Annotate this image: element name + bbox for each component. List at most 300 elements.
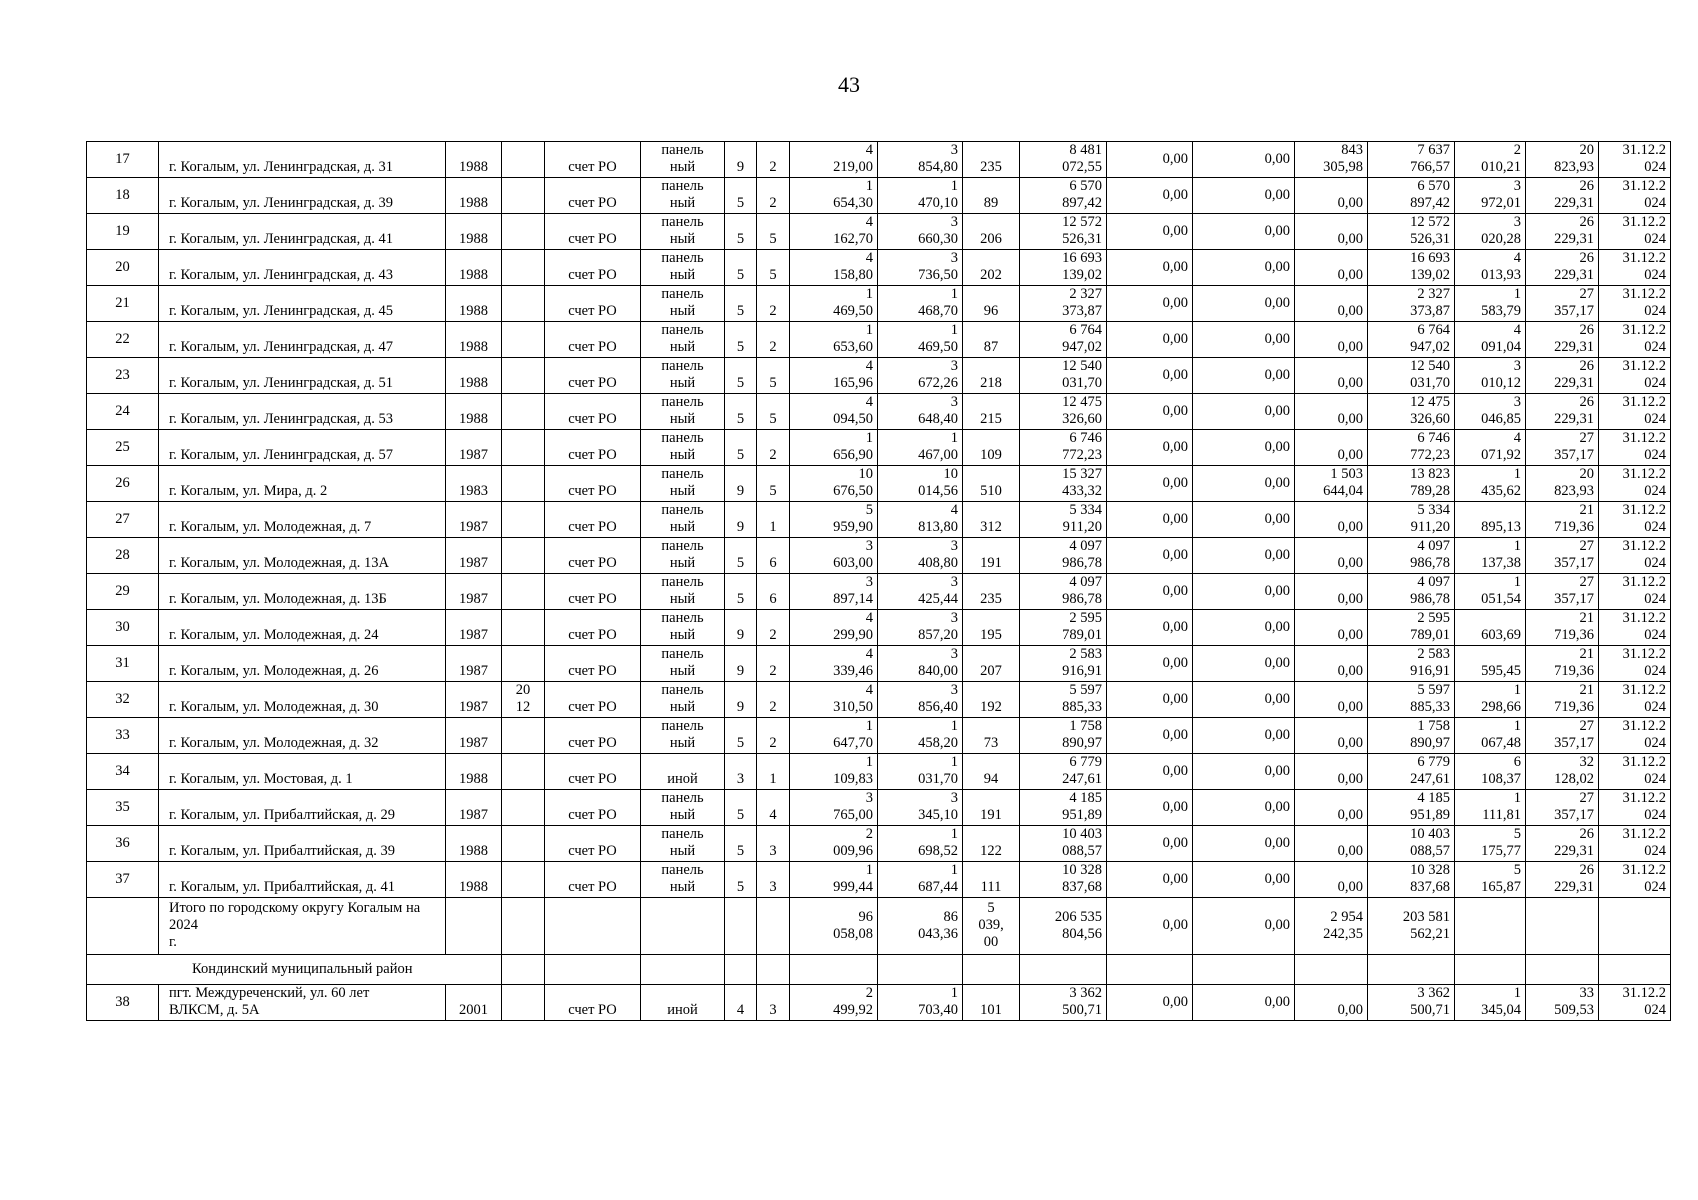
cell-floors: 5 [725,574,757,610]
cell-living-area: 3 840,00 [878,646,963,682]
cell-owners-funds: 13 823 789,28 [1368,466,1455,502]
cell-federal-funds: 0,00 [1107,985,1193,1021]
cell-local-funds: 0,00 [1295,826,1368,862]
cell-local-funds: 0,00 [1295,985,1368,1021]
cell-repair-cost: 5 597 885,33 [1020,682,1107,718]
cell-local-funds: 0,00 [1295,430,1368,466]
cell-total-blank [545,898,641,955]
cell-unit-cost: 1 137,38 [1455,538,1526,574]
cell-floors: 9 [725,466,757,502]
cell-year-built: 1988 [446,286,502,322]
cell-federal-funds: 0,00 [1107,682,1193,718]
table-row [87,646,1671,682]
cell-living-area: 3 648,40 [878,394,963,430]
cell-entrances: 2 [757,718,790,754]
cell-wall-material: панель ный [641,322,725,358]
cell-total-blank [757,898,790,955]
cell-year-commissioned [502,754,545,790]
cell-local-funds: 0,00 [1295,862,1368,898]
cell-district-blank [878,955,963,985]
cell-row-number: 21 [87,286,159,322]
cell-federal-funds: 0,00 [1107,646,1193,682]
cell-unit-cost: 4 071,92 [1455,430,1526,466]
cell-year-built: 1987 [446,430,502,466]
cell-total-residents: 5 039, 00 [963,898,1020,955]
cell-wall-material: панель ный [641,430,725,466]
cell-regional-funds: 0,00 [1193,358,1295,394]
cell-max-unit-cost: 27 357,17 [1526,430,1599,466]
cell-unit-cost: 4 013,93 [1455,250,1526,286]
cell-local-funds: 0,00 [1295,754,1368,790]
cell-residents: 89 [963,178,1020,214]
cell-address: г. Когалым, ул. Ленинградская, д. 45 [159,286,446,322]
cell-entrances: 2 [757,286,790,322]
page-number: 43 [838,72,860,97]
table-row [87,466,1671,502]
cell-total-area: 2 009,96 [790,826,878,862]
cell-floors: 9 [725,610,757,646]
cell-owners-funds: 5 334 911,20 [1368,502,1455,538]
cell-total-area: 4 162,70 [790,214,878,250]
cell-total-blank [502,898,545,955]
table-row [87,985,1671,1021]
table-row [87,826,1671,862]
cell-total-blank [1455,898,1526,955]
cell-entrances: 2 [757,646,790,682]
cell-floors: 5 [725,250,757,286]
cell-row-number: 29 [87,574,159,610]
cell-floors: 5 [725,718,757,754]
cell-total-federal-funds: 0,00 [1107,898,1193,955]
cell-funding-method: счет РО [545,178,641,214]
cell-regional-funds: 0,00 [1193,790,1295,826]
cell-completion-date: 31.12.2 024 [1599,286,1671,322]
cell-year-commissioned [502,394,545,430]
cell-district-blank [725,955,757,985]
cell-address: г. Когалым, ул. Ленинградская, д. 39 [159,178,446,214]
cell-federal-funds: 0,00 [1107,250,1193,286]
cell-row-number: 35 [87,790,159,826]
cell-living-area: 1 698,52 [878,826,963,862]
cell-max-unit-cost: 33 509,53 [1526,985,1599,1021]
cell-total-living-area: 86 043,36 [878,898,963,955]
cell-wall-material: панель ный [641,502,725,538]
cell-district-blank [1193,955,1295,985]
cell-repair-cost: 4 097 986,78 [1020,538,1107,574]
cell-total-area: 1 109,83 [790,754,878,790]
cell-regional-funds: 0,00 [1193,466,1295,502]
district-name: Кондинский муниципальный район [87,955,502,985]
cell-wall-material: панель ный [641,178,725,214]
cell-year-built: 1988 [446,394,502,430]
cell-living-area: 1 468,70 [878,286,963,322]
cell-federal-funds: 0,00 [1107,718,1193,754]
cell-total-area: 3 603,00 [790,538,878,574]
cell-completion-date: 31.12.2 024 [1599,682,1671,718]
cell-completion-date: 31.12.2 024 [1599,214,1671,250]
cell-repair-cost: 6 764 947,02 [1020,322,1107,358]
cell-funding-method: счет РО [545,502,641,538]
cell-owners-funds: 4 097 986,78 [1368,574,1455,610]
cell-year-built: 1988 [446,826,502,862]
cell-federal-funds: 0,00 [1107,538,1193,574]
cell-funding-method: счет РО [545,826,641,862]
cell-year-built: 1988 [446,862,502,898]
cell-floors: 5 [725,286,757,322]
cell-federal-funds: 0,00 [1107,826,1193,862]
cell-floors: 9 [725,142,757,178]
cell-year-built: 1983 [446,466,502,502]
cell-living-area: 1 031,70 [878,754,963,790]
cell-owners-funds: 6 764 947,02 [1368,322,1455,358]
cell-year-built: 1988 [446,250,502,286]
cell-floors: 5 [725,790,757,826]
cell-district-blank [1020,955,1107,985]
cell-district-blank [963,955,1020,985]
cell-living-area: 3 408,80 [878,538,963,574]
cell-residents: 195 [963,610,1020,646]
cell-completion-date: 31.12.2 024 [1599,250,1671,286]
cell-wall-material: панель ный [641,250,725,286]
cell-regional-funds: 0,00 [1193,322,1295,358]
table-row [87,142,1671,178]
cell-year-commissioned [502,214,545,250]
cell-local-funds: 0,00 [1295,646,1368,682]
table-row [87,682,1671,718]
cell-row-number: 17 [87,142,159,178]
cell-owners-funds: 12 475 326,60 [1368,394,1455,430]
cell-unit-cost: 5 165,87 [1455,862,1526,898]
cell-max-unit-cost: 32 128,02 [1526,754,1599,790]
cell-residents: 215 [963,394,1020,430]
cell-entrances: 5 [757,250,790,286]
cell-year-commissioned [502,358,545,394]
cell-year-built: 1987 [446,646,502,682]
cell-repair-cost: 15 327 433,32 [1020,466,1107,502]
cell-district-blank [790,955,878,985]
cell-total-area: 4 299,90 [790,610,878,646]
cell-district-blank [1295,955,1368,985]
cell-completion-date: 31.12.2 024 [1599,826,1671,862]
cell-owners-funds: 6 746 772,23 [1368,430,1455,466]
cell-year-built: 1987 [446,790,502,826]
cell-row-number: 36 [87,826,159,862]
cell-year-commissioned [502,466,545,502]
cell-total-repair-cost: 206 535 804,56 [1020,898,1107,955]
cell-completion-date: 31.12.2 024 [1599,790,1671,826]
cell-entrances: 2 [757,430,790,466]
cell-year-commissioned [502,502,545,538]
cell-total-area: 4 165,96 [790,358,878,394]
cell-address: г. Когалым, ул. Прибалтийская, д. 41 [159,862,446,898]
cell-year-commissioned [502,985,545,1021]
cell-owners-funds: 5 597 885,33 [1368,682,1455,718]
cell-address: пгт. Междуреченский, ул. 60 лет ВЛКСМ, д. 5А [159,985,446,1021]
cell-district-blank [545,955,641,985]
cell-total-area: 4 339,46 [790,646,878,682]
cell-local-funds: 0,00 [1295,790,1368,826]
cell-address: г. Когалым, ул. Ленинградская, д. 53 [159,394,446,430]
cell-residents: 202 [963,250,1020,286]
cell-residents: 312 [963,502,1020,538]
cell-completion-date: 31.12.2 024 [1599,610,1671,646]
cell-living-area: 3 857,20 [878,610,963,646]
cell-year-commissioned [502,142,545,178]
cell-regional-funds: 0,00 [1193,178,1295,214]
cell-federal-funds: 0,00 [1107,430,1193,466]
cell-living-area: 1 458,20 [878,718,963,754]
cell-year-commissioned [502,322,545,358]
cell-local-funds: 1 503 644,04 [1295,466,1368,502]
cell-unit-cost: 1 111,81 [1455,790,1526,826]
cell-residents: 94 [963,754,1020,790]
cell-unit-cost: 1 435,62 [1455,466,1526,502]
cell-regional-funds: 0,00 [1193,985,1295,1021]
cell-federal-funds: 0,00 [1107,394,1193,430]
cell-entrances: 5 [757,466,790,502]
cell-unit-cost: 603,69 [1455,610,1526,646]
cell-total-blank [1526,898,1599,955]
cell-funding-method: счет РО [545,142,641,178]
table-row [87,574,1671,610]
cell-residents: 191 [963,538,1020,574]
cell-repair-cost: 10 403 088,57 [1020,826,1107,862]
cell-total-owners-funds: 203 581 562,21 [1368,898,1455,955]
cell-wall-material: иной [641,754,725,790]
cell-funding-method: счет РО [545,322,641,358]
cell-residents: 87 [963,322,1020,358]
cell-address: г. Когалым, ул. Молодежная, д. 7 [159,502,446,538]
cell-wall-material: панель ный [641,646,725,682]
cell-completion-date: 31.12.2 024 [1599,502,1671,538]
cell-completion-date: 31.12.2 024 [1599,142,1671,178]
cell-district-blank [641,955,725,985]
cell-funding-method: счет РО [545,610,641,646]
cell-wall-material: панель ный [641,790,725,826]
cell-max-unit-cost: 26 229,31 [1526,394,1599,430]
cell-unit-cost: 3 010,12 [1455,358,1526,394]
cell-local-funds: 0,00 [1295,250,1368,286]
cell-completion-date: 31.12.2 024 [1599,985,1671,1021]
cell-floors: 4 [725,985,757,1021]
cell-funding-method: счет РО [545,538,641,574]
cell-total-area: 1 647,70 [790,718,878,754]
cell-year-commissioned [502,250,545,286]
cell-row-number: 23 [87,358,159,394]
cell-funding-method: счет РО [545,682,641,718]
cell-entrances: 5 [757,358,790,394]
cell-max-unit-cost: 20 823,93 [1526,142,1599,178]
cell-federal-funds: 0,00 [1107,574,1193,610]
cell-year-commissioned [502,646,545,682]
cell-federal-funds: 0,00 [1107,286,1193,322]
cell-floors: 5 [725,394,757,430]
cell-year-commissioned [502,178,545,214]
cell-completion-date: 31.12.2 024 [1599,430,1671,466]
cell-year-commissioned [502,718,545,754]
cell-floors: 5 [725,862,757,898]
cell-unit-cost: 5 175,77 [1455,826,1526,862]
cell-regional-funds: 0,00 [1193,646,1295,682]
cell-regional-funds: 0,00 [1193,394,1295,430]
cell-federal-funds: 0,00 [1107,358,1193,394]
cell-residents: 206 [963,214,1020,250]
cell-residents: 191 [963,790,1020,826]
cell-max-unit-cost: 27 357,17 [1526,538,1599,574]
cell-repair-cost: 5 334 911,20 [1020,502,1107,538]
cell-wall-material: панель ный [641,610,725,646]
cell-local-funds: 843 305,98 [1295,142,1368,178]
cell-owners-funds: 3 362 500,71 [1368,985,1455,1021]
cell-regional-funds: 0,00 [1193,862,1295,898]
cell-entrances: 5 [757,394,790,430]
cell-total-blank [725,898,757,955]
cell-entrances: 3 [757,826,790,862]
cell-funding-method: счет РО [545,790,641,826]
cell-local-funds: 0,00 [1295,214,1368,250]
cell-year-built: 1987 [446,682,502,718]
cell-funding-method: счет РО [545,394,641,430]
cell-total-blank [87,898,159,955]
cell-living-area: 3 856,40 [878,682,963,718]
cell-living-area: 1 467,00 [878,430,963,466]
cell-entrances: 6 [757,538,790,574]
cell-floors: 5 [725,214,757,250]
table-row [87,286,1671,322]
cell-year-commissioned [502,430,545,466]
cell-living-area: 3 345,10 [878,790,963,826]
cell-completion-date: 31.12.2 024 [1599,718,1671,754]
cell-completion-date: 31.12.2 024 [1599,754,1671,790]
cell-row-number: 33 [87,718,159,754]
cell-address: г. Когалым, ул. Молодежная, д. 13Б [159,574,446,610]
cell-repair-cost: 1 758 890,97 [1020,718,1107,754]
cell-row-number: 20 [87,250,159,286]
cell-residents: 218 [963,358,1020,394]
cell-regional-funds: 0,00 [1193,682,1295,718]
cell-repair-cost: 6 746 772,23 [1020,430,1107,466]
cell-entrances: 2 [757,178,790,214]
cell-repair-cost: 8 481 072,55 [1020,142,1107,178]
cell-max-unit-cost: 21 719,36 [1526,610,1599,646]
cell-total-area: 1 469,50 [790,286,878,322]
cell-local-funds: 0,00 [1295,574,1368,610]
cell-year-commissioned: 20 12 [502,682,545,718]
cell-funding-method: счет РО [545,214,641,250]
cell-entrances: 3 [757,862,790,898]
cell-entrances: 4 [757,790,790,826]
cell-federal-funds: 0,00 [1107,466,1193,502]
cell-federal-funds: 0,00 [1107,610,1193,646]
cell-unit-cost: 3 020,28 [1455,214,1526,250]
cell-repair-cost: 4 097 986,78 [1020,574,1107,610]
cell-local-funds: 0,00 [1295,178,1368,214]
table-row [87,322,1671,358]
cell-federal-funds: 0,00 [1107,214,1193,250]
cell-max-unit-cost: 27 357,17 [1526,790,1599,826]
cell-unit-cost: 6 108,37 [1455,754,1526,790]
cell-year-built: 1988 [446,322,502,358]
cell-funding-method: счет РО [545,718,641,754]
cell-district-blank [1599,955,1671,985]
cell-repair-cost: 2 327 373,87 [1020,286,1107,322]
cell-unit-cost: 895,13 [1455,502,1526,538]
cell-residents: 207 [963,646,1020,682]
cell-total-area: 1 656,90 [790,430,878,466]
cell-max-unit-cost: 27 357,17 [1526,286,1599,322]
cell-entrances: 2 [757,142,790,178]
cell-row-number: 24 [87,394,159,430]
cell-unit-cost: 1 345,04 [1455,985,1526,1021]
cell-address: г. Когалым, ул. Ленинградская, д. 57 [159,430,446,466]
cell-row-number: 28 [87,538,159,574]
table-row [87,178,1671,214]
cell-unit-cost: 3 046,85 [1455,394,1526,430]
cell-repair-cost: 12 540 031,70 [1020,358,1107,394]
cell-district-blank [1526,955,1599,985]
cell-local-funds: 0,00 [1295,358,1368,394]
cell-entrances: 6 [757,574,790,610]
cell-year-built: 1987 [446,718,502,754]
cell-district-blank [757,955,790,985]
cell-residents: 96 [963,286,1020,322]
table-row [87,754,1671,790]
cell-address: г. Когалым, ул. Молодежная, д. 13А [159,538,446,574]
cell-federal-funds: 0,00 [1107,178,1193,214]
table-row [87,214,1671,250]
cell-local-funds: 0,00 [1295,718,1368,754]
cell-floors: 9 [725,502,757,538]
cell-federal-funds: 0,00 [1107,502,1193,538]
cell-wall-material: панель ный [641,214,725,250]
cell-owners-funds: 12 540 031,70 [1368,358,1455,394]
cell-repair-cost: 2 583 916,91 [1020,646,1107,682]
cell-row-number: 18 [87,178,159,214]
cell-total-label: Итого по городскому округу Когалым на 2024 г. [159,898,446,955]
cell-local-funds: 0,00 [1295,394,1368,430]
cell-row-number: 34 [87,754,159,790]
cell-residents: 192 [963,682,1020,718]
cell-regional-funds: 0,00 [1193,142,1295,178]
cell-living-area: 1 470,10 [878,178,963,214]
cell-wall-material: иной [641,985,725,1021]
cell-funding-method: счет РО [545,985,641,1021]
cell-row-number: 27 [87,502,159,538]
cell-residents: 235 [963,574,1020,610]
cell-living-area: 3 660,30 [878,214,963,250]
cell-floors: 5 [725,538,757,574]
cell-row-number: 25 [87,430,159,466]
cell-living-area: 3 854,80 [878,142,963,178]
cell-completion-date: 31.12.2 024 [1599,322,1671,358]
cell-repair-cost: 16 693 139,02 [1020,250,1107,286]
cell-residents: 122 [963,826,1020,862]
table-row [87,538,1671,574]
cell-address: г. Когалым, ул. Молодежная, д. 32 [159,718,446,754]
cell-year-built: 1987 [446,538,502,574]
cell-residents: 510 [963,466,1020,502]
cell-unit-cost: 1 067,48 [1455,718,1526,754]
cell-year-commissioned [502,574,545,610]
cell-funding-method: счет РО [545,358,641,394]
cell-wall-material: панель ный [641,718,725,754]
cell-owners-funds: 6 570 897,42 [1368,178,1455,214]
cell-local-funds: 0,00 [1295,322,1368,358]
cell-regional-funds: 0,00 [1193,538,1295,574]
cell-address: г. Когалым, ул. Ленинградская, д. 47 [159,322,446,358]
cell-max-unit-cost: 21 719,36 [1526,502,1599,538]
cell-total-area: 4 219,00 [790,142,878,178]
